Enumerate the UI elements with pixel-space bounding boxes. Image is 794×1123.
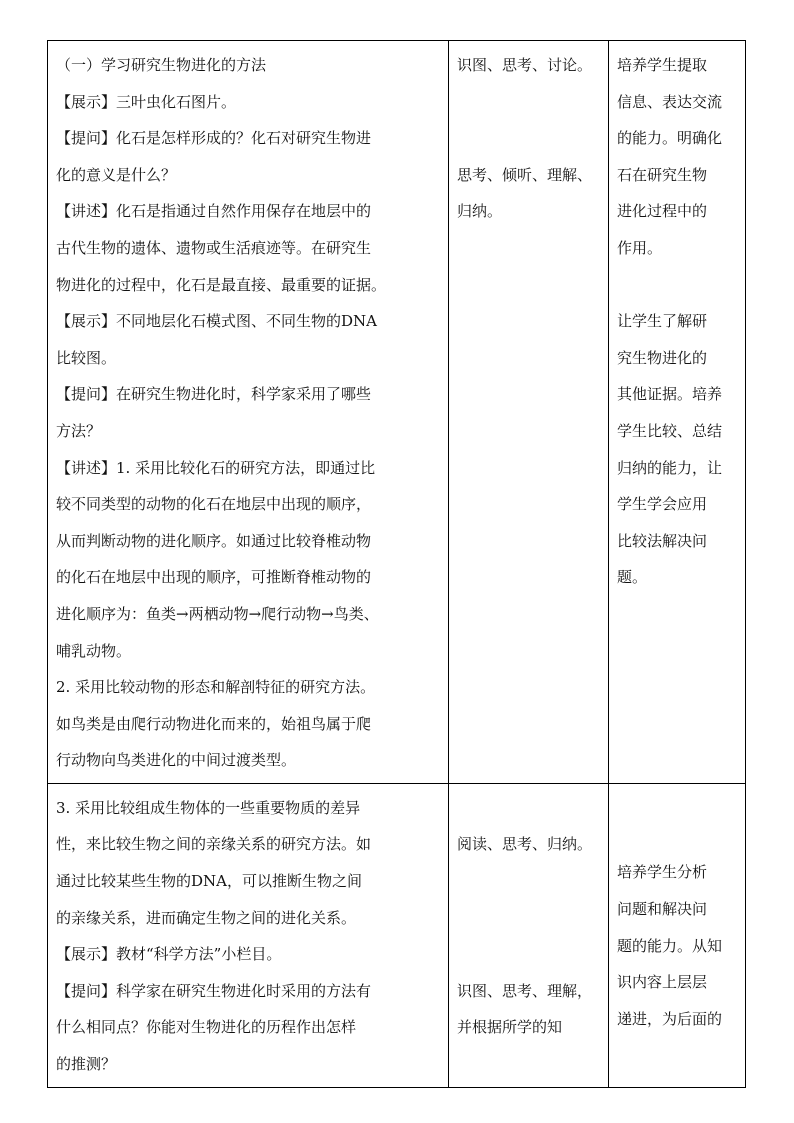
design-intent-cell	[609, 41, 746, 784]
text-line: 从而判断动物的进化顺序。如通过比较脊椎动物	[56, 531, 372, 550]
text-line: 学生学会应用	[617, 495, 708, 514]
text-line: 通过比较某些生物的DNA，可以推断生物之间	[56, 872, 362, 891]
text-line: 进化过程中的	[617, 202, 708, 221]
text-line: 的亲缘关系，进而确定生物之间的进化关系。	[56, 908, 357, 927]
text-line: 如鸟类是由爬行动物进化而来的，始祖鸟属于爬	[56, 714, 372, 733]
teaching-content-cell	[48, 783, 449, 1087]
text-line: 【讲述】化石是指通过自然作用保存在地层中的	[56, 202, 372, 221]
text-line: 培养学生分析	[617, 863, 708, 882]
text-line: 作用。	[617, 238, 663, 257]
text-line: 其他证据。培养	[617, 385, 723, 404]
activity-group-a	[457, 826, 602, 863]
text-line: 较不同类型的动物的化石在地层中出现的顺序，	[56, 495, 372, 514]
text-line: 阅读、思考、归纳。	[457, 835, 593, 854]
text-line: 信息、表达交流	[617, 92, 723, 111]
table-row	[48, 41, 746, 784]
text-line: 思考、倾听、理解、	[457, 165, 593, 184]
text-line: 让学生了解研	[617, 312, 708, 331]
intent-group	[617, 854, 739, 1037]
student-activity-cell	[449, 41, 609, 784]
text-line: 识图、思考、理解，	[457, 981, 593, 1000]
student-activity-cell	[449, 783, 609, 1087]
activity-group-b	[457, 973, 602, 1046]
content-lines	[56, 47, 442, 779]
activity-group-a	[457, 47, 602, 84]
text-line: 归纳的能力，让	[617, 458, 723, 477]
text-line: 什么相同点？你能对生物进化的历程作出怎样	[56, 1018, 357, 1037]
text-line: 识内容上层层	[617, 973, 708, 992]
text-line: 【展示】三叶虫化石图片。	[56, 92, 237, 111]
text-line: 进化顺序为：鱼类→两栖动物→爬行动物→鸟类、	[56, 604, 379, 623]
text-line: 【展示】不同地层化石模式图、不同生物的DNA	[56, 312, 377, 331]
text-line: 并根据所学的知	[457, 1018, 563, 1037]
text-line: 性，来比较生物之间的亲缘关系的研究方法。如	[56, 835, 372, 854]
text-line: 哺乳动物。	[56, 641, 132, 660]
text-line: 学生比较、总结	[617, 421, 723, 440]
text-line: 【提问】化石是怎样形成的？化石对研究生物进	[56, 129, 372, 148]
intent-group-b	[617, 303, 739, 596]
text-line: 比较法解决问	[617, 531, 708, 550]
intent-group-a	[617, 47, 739, 267]
text-line: 递进，为后面的	[617, 1009, 723, 1028]
teaching-content-cell	[48, 41, 449, 784]
text-line: 石在研究生物	[617, 165, 708, 184]
text-line: 3. 采用比较组成生物体的一些重要物质的差异	[56, 798, 361, 817]
text-line: 究生物进化的	[617, 348, 708, 367]
text-line: 比较图。	[56, 348, 117, 367]
table-row	[48, 783, 746, 1087]
text-line: 方法？	[56, 421, 102, 440]
text-line: 问题和解决问	[617, 900, 708, 919]
text-line: 识图、思考、讨论。	[457, 56, 593, 74]
text-line: 的化石在地层中出现的顺序，可推断脊椎动物的	[56, 568, 372, 587]
text-line: 化的意义是什么？	[56, 165, 177, 184]
text-line: 2. 采用比较动物的形态和解剖特征的研究方法。	[56, 678, 376, 697]
text-line: 的推测？	[56, 1055, 117, 1074]
text-line: 行动物向鸟类进化的中间过渡类型。	[56, 751, 297, 770]
text-line: 【讲述】1. 采用比较化石的研究方法，即通过比	[56, 458, 376, 477]
text-line: 【展示】教材“科学方法”小栏目。	[56, 945, 282, 964]
text-line: 古代生物的遗体、遗物或生活痕迹等。在研究生	[56, 238, 372, 257]
text-line: 培养学生提取	[617, 56, 708, 74]
text-line: 题的能力。从知	[617, 936, 723, 955]
text-line: 物进化的过程中，化石是最直接、最重要的证据。	[56, 275, 387, 294]
text-line: 【提问】在研究生物进化时，科学家采用了哪些	[56, 385, 372, 404]
text-line: 【提问】科学家在研究生物进化时采用的方法有	[56, 981, 372, 1000]
design-intent-cell	[609, 783, 746, 1087]
text-line: 的能力。明确化	[617, 129, 723, 148]
text-line: （一）学习研究生物进化的方法	[56, 56, 267, 74]
text-line: 归纳。	[457, 202, 503, 221]
activity-group-b	[457, 157, 602, 230]
content-lines	[56, 790, 442, 1083]
text-line: 题。	[617, 568, 648, 587]
lesson-plan-table	[47, 40, 746, 1088]
